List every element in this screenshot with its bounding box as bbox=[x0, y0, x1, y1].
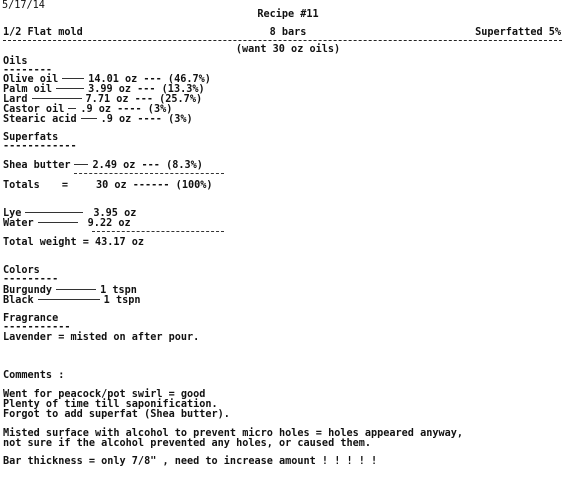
leader-line bbox=[68, 108, 76, 109]
oil-name: Castor oil bbox=[3, 104, 65, 115]
oil-name: Olive oil bbox=[3, 74, 59, 85]
fragrance-underline: ----------- bbox=[3, 322, 71, 333]
leader-line bbox=[25, 212, 83, 213]
oil-name: Palm oil bbox=[3, 84, 53, 95]
totals-label: Totals bbox=[3, 180, 40, 191]
superfats-heading: Superfats bbox=[3, 132, 59, 143]
superfat-name: Shea butter bbox=[3, 160, 71, 171]
oil-name: Stearic acid bbox=[3, 114, 77, 125]
oil-row-stearic bbox=[3, 114, 193, 125]
color-name: Black bbox=[3, 295, 34, 306]
lye-value: 3.95 oz bbox=[93, 208, 137, 219]
oils-underline: -------- bbox=[3, 65, 53, 76]
oil-amount: 14.01 oz --- (46.7%) bbox=[88, 74, 211, 85]
weight-divider bbox=[92, 231, 224, 232]
oil-amount: .9 oz ---- (3%) bbox=[100, 114, 193, 125]
totals-equals: = bbox=[61, 180, 68, 191]
fragrance-heading: Fragrance bbox=[3, 313, 59, 324]
comment-line: Plenty of time till saponification. bbox=[3, 399, 218, 410]
lye-label: Lye bbox=[3, 208, 22, 219]
date: 5/17/14 bbox=[2, 0, 45, 11]
comments-heading: Comments : bbox=[3, 370, 65, 381]
leader-line bbox=[81, 118, 97, 119]
oil-target-note: (want 30 oz oils) bbox=[235, 44, 341, 55]
mold-size: 1/2 Flat mold bbox=[3, 27, 83, 38]
comment-line: not sure if the alcohol prevented any holes, or caused them. bbox=[3, 438, 372, 449]
color-row-black bbox=[3, 295, 140, 306]
oil-name: Lard bbox=[3, 94, 28, 105]
water-value: 9.22 oz bbox=[87, 218, 131, 229]
leader-line bbox=[32, 98, 82, 99]
leader-line bbox=[56, 289, 96, 290]
superfat-amount: 2.49 oz --- (8.3%) bbox=[92, 160, 203, 171]
comment-line: Went for peacock/pot swirl = good bbox=[3, 389, 206, 400]
leader-line bbox=[74, 164, 88, 165]
colors-heading: Colors bbox=[3, 265, 40, 276]
colors-underline: --------- bbox=[3, 274, 59, 285]
header-divider bbox=[3, 40, 562, 41]
totals-value: 30 oz ------ (100%) bbox=[95, 180, 213, 191]
color-amount: 1 tspn bbox=[103, 295, 141, 306]
leader-line bbox=[62, 78, 84, 79]
oil-amount: 7.71 oz --- (25.7%) bbox=[85, 94, 203, 105]
leader-line bbox=[56, 88, 84, 89]
oil-amount: .9 oz ---- (3%) bbox=[80, 104, 173, 115]
color-name: Burgundy bbox=[3, 285, 53, 296]
superfats-underline: ------------ bbox=[3, 141, 77, 152]
superfat-row-shea bbox=[3, 160, 203, 171]
comment-line: Forgot to add superfat (Shea butter). bbox=[3, 409, 230, 420]
color-amount: 1 tspn bbox=[100, 285, 137, 296]
water-row bbox=[3, 218, 131, 229]
oils-heading: Oils bbox=[3, 56, 28, 67]
leader-line bbox=[38, 222, 78, 223]
totals-row bbox=[3, 180, 213, 191]
fragrance-line: Lavender = misted on after pour. bbox=[3, 332, 200, 343]
recipe-title: Recipe #11 bbox=[257, 9, 319, 20]
oil-amount: 3.99 oz --- (13.3%) bbox=[88, 84, 205, 95]
comment-line: Misted surface with alcohol to prevent micro holes = holes appeared anyway, bbox=[3, 428, 464, 439]
total-weight: Total weight = 43.17 oz bbox=[3, 237, 145, 248]
totals-divider bbox=[74, 173, 224, 174]
comment-line: Bar thickness = only 7/8" , need to increase amount ! ! ! ! ! bbox=[3, 456, 378, 467]
superfat-percent: Superfatted 5% bbox=[475, 27, 561, 38]
bar-count: 8 bars bbox=[269, 27, 307, 38]
leader-line bbox=[38, 299, 100, 300]
water-label: Water bbox=[3, 218, 34, 229]
